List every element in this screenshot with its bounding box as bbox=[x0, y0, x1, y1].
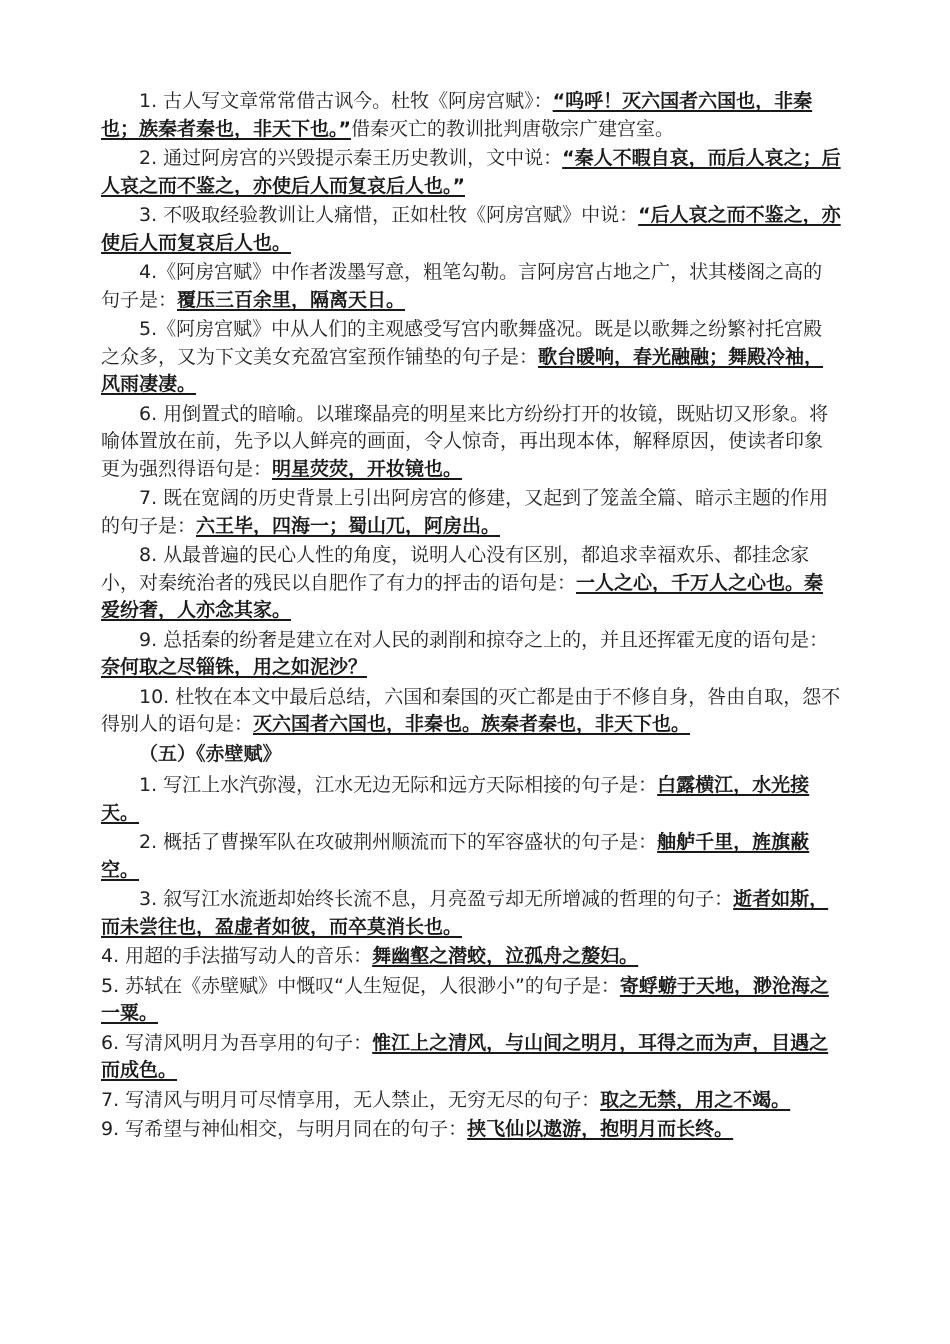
question-text: 5. 苏轼在《赤壁赋》中慨叹“人生短促，人很渺小”的句子是： bbox=[101, 974, 620, 997]
question-item bbox=[101, 1116, 841, 1144]
question-item bbox=[101, 316, 841, 399]
question-text: 2. 概括了曹操军队在攻破荆州顺流而下的军容盛状的句子是： bbox=[139, 831, 658, 853]
question-text: 4.《阿房宫赋》中作者泼墨写意，粗笔勾勒。言阿房宫占地之广，状其楼阁之高的句子是： bbox=[101, 261, 823, 311]
question-text: 5.《阿房宫赋》中从人们的主观感受写宫内歌舞盛况。既是以歌舞之纷繁衬托宫殿之众多，又为下文美女充盈宫室预作铺垫的句子是： bbox=[101, 318, 823, 368]
answer-text: 舳舻千里，旌旗蔽空。 bbox=[101, 831, 810, 881]
answer-text: 惟江上之清风，与山间之明月，耳得之而为声，目遇之而成色。 bbox=[101, 1031, 829, 1081]
question-text: 9. 写希望与神仙相交，与明月同在的句子： bbox=[101, 1118, 468, 1140]
question-item bbox=[101, 88, 841, 143]
answer-text: 白露横江，水光接天。 bbox=[101, 774, 810, 824]
question-item bbox=[101, 886, 841, 941]
answer-text: 歌台暖响，春光融融；舞殿冷袖，风雨凄凄。 bbox=[101, 345, 824, 395]
answer-text: “呜呼！灭六国者六国也，非秦也；族秦者秦也，非天下也。” bbox=[101, 90, 813, 140]
question-item bbox=[101, 1087, 841, 1115]
question-item bbox=[101, 542, 841, 625]
question-item bbox=[101, 943, 841, 971]
answer-text: 明星荧荧，开妆镜也。 bbox=[272, 457, 463, 480]
question-text: 2. 通过阿房宫的兴毁提示秦王历史教训，文中说： bbox=[139, 147, 563, 169]
chibi-section bbox=[101, 772, 841, 1144]
afang-palace-section bbox=[101, 88, 841, 739]
question-text: 10. 杜牧在本文中最后总结，六国和秦国的灭亡都是由于不修自身，咎由自取，怨不得别人的语句是： bbox=[101, 685, 841, 735]
question-item bbox=[101, 202, 841, 257]
question-item bbox=[101, 145, 841, 200]
question-item bbox=[101, 772, 841, 827]
answer-text: 逝者如斯，而未尝往也，盈虚者如彼，而卒莫消长也。 bbox=[101, 888, 829, 938]
answer-text: “秦人不暇自哀，而后人哀之；后人哀之而不鉴之，亦使后人而复哀后人也。” bbox=[101, 147, 841, 197]
answer-text: 奈何取之尽锱铢，用之如泥沙？ bbox=[101, 656, 368, 678]
question-text: 3. 不吸取经验教训让人痛惜，正如杜牧《阿房宫赋》中说： bbox=[139, 204, 639, 226]
question-text: 8. 从最普遍的民心人性的角度，说明人心没有区别，都追求幸福欢乐、都挂念家小，对秦统治者的残民以自肥作了有力的抨击的语句是： bbox=[101, 544, 810, 594]
answer-text: 灭六国者六国也，非秦也。族秦者秦也，非天下也。 bbox=[253, 713, 691, 735]
answer-text: “后人哀之而不鉴之，亦使后人而复哀后人也。 bbox=[101, 204, 841, 254]
answer-text: 寄蜉蝣于天地，渺沧海之一粟。 bbox=[101, 974, 829, 1024]
document-page bbox=[101, 88, 841, 1146]
question-item bbox=[101, 259, 841, 314]
question-item bbox=[101, 485, 841, 540]
question-text: 4. 用超的手法描写动人的音乐： bbox=[101, 945, 373, 967]
section-heading: （五）《赤壁赋》 bbox=[139, 742, 282, 765]
question-item bbox=[101, 1030, 841, 1085]
question-item bbox=[101, 401, 841, 484]
question-item bbox=[101, 627, 841, 682]
answer-text: 一人之心，千万人之心也。秦爱纷奢，人亦念其家。 bbox=[101, 571, 824, 621]
answer-text: 挟飞仙以遨游，抱明月而长终。 bbox=[467, 1118, 734, 1140]
question-text: 7. 写清风与明月可尽情享用，无人禁止，无穷无尽的句子： bbox=[101, 1088, 601, 1111]
answer-text: 覆压三百余里，隔离天日。 bbox=[177, 288, 406, 311]
answer-text: 取之无禁，用之不竭。 bbox=[600, 1088, 791, 1111]
question-text: 3. 叙写江水流逝却始终长流不息，月亮盈亏却无所增减的哲理的句子： bbox=[139, 888, 734, 910]
question-text: 7. 既在宽阔的历史背景上引出阿房宫的修建，又起到了笼盖全篇、暗示主题的作用的句子是： bbox=[101, 487, 829, 537]
question-text: 6. 用倒置式的暗喻。以璀璨晶亮的明星来比方纷纷打开的妆镜，既贴切又形象。将喻体置放在前，先予以人鲜亮的画面，令人惊奇，再出现本体，解释原因，使读者印象更为强烈得语句是： bbox=[101, 402, 829, 480]
question-text: 1. 写江上水汽弥漫，江水无边无际和远方天际相接的句子是： bbox=[139, 774, 658, 796]
question-item bbox=[101, 684, 841, 739]
question-text: 9. 总括秦的纷奢是建立在对人民的剥削和掠夺之上的，并且还挥霍无度的语句是： bbox=[139, 628, 829, 651]
answer-text: 舞幽壑之潜蛟，泣孤舟之嫠妇。 bbox=[372, 945, 639, 967]
question-text: 1. 古人写文章常常借古讽今。杜牧《阿房宫赋》： bbox=[139, 90, 553, 112]
answer-text: 六王毕，四海一；蜀山兀，阿房出。 bbox=[196, 514, 501, 537]
question-tail: 借秦灭亡的教训批判唐敬宗广建宫室。 bbox=[351, 117, 675, 140]
question-text: 6. 写清风明月为吾享用的句子： bbox=[101, 1031, 373, 1054]
question-item bbox=[101, 973, 841, 1028]
question-item bbox=[101, 829, 841, 884]
